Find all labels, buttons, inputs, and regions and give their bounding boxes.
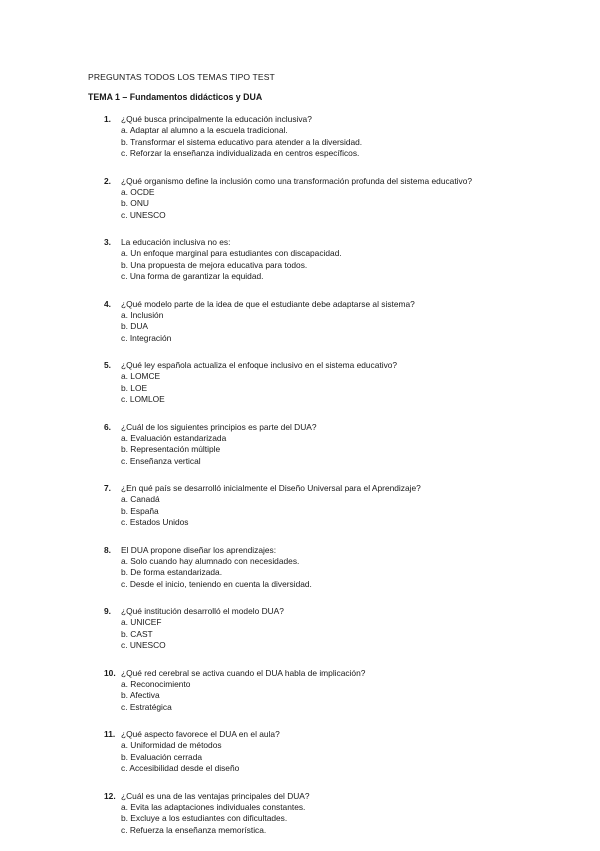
question-text: ¿Qué busca principalmente la educación inclusiva?: [121, 114, 312, 124]
answer-option: a. Canadá: [121, 494, 160, 504]
question-item: [0, 359, 600, 406]
answer-option: b. España: [121, 505, 159, 516]
answer-option: c. Enseñanza vertical: [121, 455, 201, 466]
answer-option: c. Integración: [121, 332, 172, 343]
question-item: [0, 544, 600, 591]
question-text: ¿Qué ley española actualiza el enfoque inclusivo en el sistema educativo?: [121, 360, 398, 370]
question-number: 12.: [104, 790, 116, 801]
question-item: [0, 175, 600, 222]
answer-option: c. UNESCO: [121, 209, 166, 220]
answer-option: b. Excluye a los estudiantes con dificultades.: [121, 813, 288, 823]
answer-option: b. Una propuesta de mejora educativa para todos.: [121, 259, 308, 270]
answer-options: [0, 236, 600, 283]
question-text: ¿Qué institución desarrolló el modelo DUA?: [121, 606, 284, 616]
answer-option: a. Reconocimiento: [121, 678, 191, 689]
question-number: 10.: [104, 667, 116, 678]
answer-options: [0, 728, 600, 775]
answer-option: a. Uniformidad de métodos: [121, 740, 222, 750]
answer-option: c. Estados Unidos: [121, 517, 189, 527]
answer-option: a. Un enfoque marginal para estudiantes con discapacidad.: [121, 248, 342, 258]
question-number: 11.: [104, 729, 116, 739]
question-number: 9.: [104, 606, 111, 616]
answer-option: a. UNICEF: [121, 617, 162, 627]
question-number: 2.: [104, 175, 111, 186]
question-item: [0, 605, 600, 652]
answer-option: c. Refuerza la enseñanza memorística.: [121, 824, 267, 835]
answer-option: c. Reforzar la enseñanza individualizada en centros específicos.: [121, 148, 360, 158]
answer-option: b. DUA: [121, 321, 148, 331]
section-heading: TEMA 1 – Fundamentos didácticos y DUA: [88, 92, 263, 102]
answer-option: a. LOMCE: [121, 371, 161, 381]
question-text: La educación inclusiva no es:: [121, 237, 231, 247]
answer-option: b. Transformar el sistema educativo para atender a la diversidad.: [121, 136, 363, 147]
answer-option: b. Evaluación cerrada: [121, 751, 203, 762]
question-text: ¿Cuál es una de las ventajas principales del DUA?: [121, 790, 310, 801]
question-item: [0, 482, 600, 529]
answer-option: c. Estratégica: [121, 701, 172, 712]
question-item: [0, 667, 600, 714]
question-item: [0, 790, 600, 837]
question-list: [0, 113, 600, 851]
question-number: 3.: [104, 237, 111, 247]
answer-option: a. Solo cuando hay alumnado con necesidades.: [121, 555, 300, 566]
answer-option: c. UNESCO: [121, 640, 166, 650]
answer-option: c. LOMLOE: [121, 394, 165, 404]
question-number: 4.: [104, 298, 111, 309]
question-text: ¿Cuál de los siguientes principios es parte del DUA?: [121, 421, 317, 432]
question-item: [0, 728, 600, 775]
question-text: ¿Qué red cerebral se activa cuando el DUA habla de implicación?: [121, 667, 366, 678]
answer-option: b. De forma estandarizada.: [121, 567, 223, 577]
answer-option: a. Evaluación estandarizada: [121, 432, 227, 443]
answer-option: c. Una forma de garantizar la equidad.: [121, 271, 264, 281]
answer-option: b. Afectiva: [121, 690, 160, 700]
document-title: PREGUNTAS TODOS LOS TEMAS TIPO TEST: [88, 72, 275, 82]
answer-option: a. Evita las adaptaciones individuales constantes.: [121, 801, 306, 812]
answer-option: c. Desde el inicio, teniendo en cuenta la diversidad.: [121, 578, 312, 589]
answer-option: b. LOE: [121, 382, 148, 393]
question-number: 5.: [104, 360, 111, 370]
answer-option: a. OCDE: [121, 186, 155, 197]
question-number: 8.: [104, 544, 111, 555]
question-number: 1.: [104, 114, 111, 124]
question-text: El DUA propone diseñar los aprendizajes:: [121, 544, 277, 555]
question-text: ¿Qué organismo define la inclusión como una transformación profunda del sistema educativo?: [121, 175, 473, 186]
answer-option: a. Adaptar al alumno a la escuela tradicional.: [121, 125, 288, 135]
question-number: 7.: [104, 483, 111, 493]
question-item: [0, 298, 600, 345]
answer-options: [0, 605, 600, 652]
answer-option: c. Accesibilidad desde el diseño: [121, 763, 240, 773]
question-text: ¿Qué aspecto favorece el DUA en el aula?: [121, 729, 280, 739]
question-item: [0, 236, 600, 283]
question-number: 6.: [104, 421, 111, 432]
question-item: [0, 113, 600, 160]
answer-options: [0, 544, 600, 591]
answer-option: b. Representación múltiple: [121, 444, 221, 454]
question-text: ¿En qué país se desarrolló inicialmente el Diseño Universal para el Aprendizaje?: [121, 483, 421, 493]
question-item: [0, 421, 600, 468]
answer-option: b. CAST: [121, 628, 153, 639]
answer-option: b. ONU: [121, 198, 149, 208]
question-text: ¿Qué modelo parte de la idea de que el estudiante debe adaptarse al sistema?: [121, 298, 415, 309]
answer-option: a. Inclusión: [121, 309, 164, 320]
